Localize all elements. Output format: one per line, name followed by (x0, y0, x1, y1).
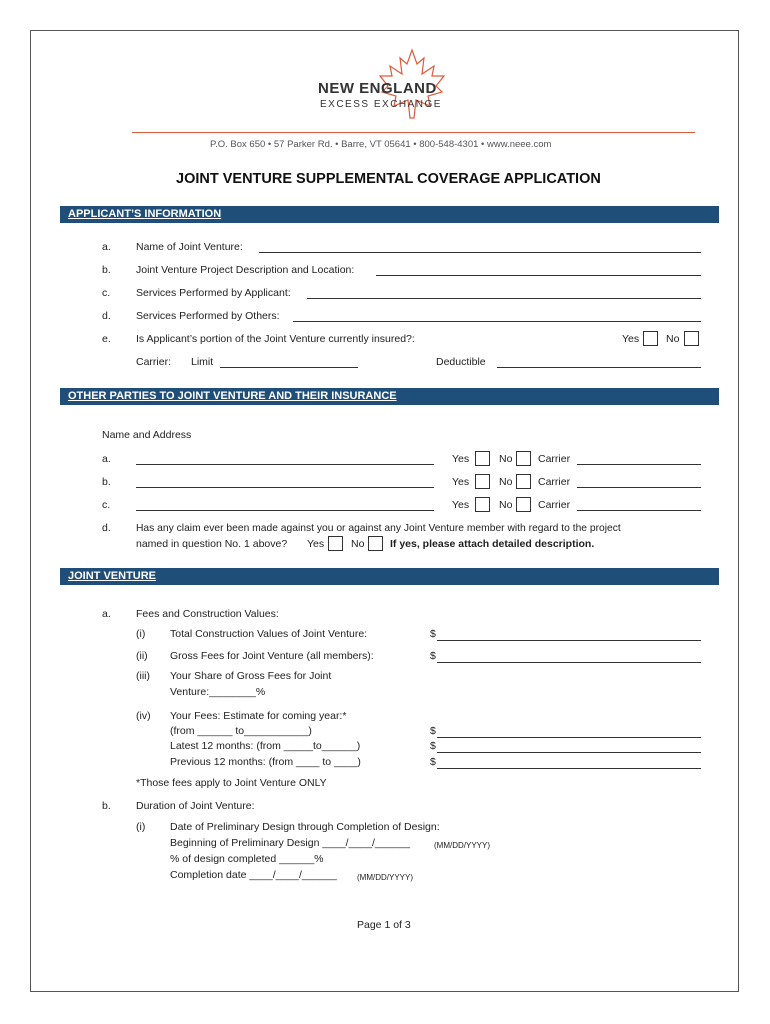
item-letter: e. (102, 333, 111, 345)
label-beginning-design: Beginning of Preliminary Design ____/____/______ (170, 837, 410, 849)
claim-question-text-2: named in question No. 1 above? (136, 538, 288, 550)
sub-item-number: (iii) (136, 670, 150, 682)
fees-note: *Those fees apply to Joint Venture ONLY (136, 777, 327, 789)
label-services-others: Services Performed by Others: (136, 310, 280, 322)
party-c-yes-checkbox[interactable] (475, 497, 490, 512)
label-carrier: Carrier (538, 499, 571, 511)
party-c-carrier-field[interactable] (577, 510, 701, 511)
label-carrier: Carrier: (136, 356, 172, 368)
party-b-no-checkbox[interactable] (516, 474, 531, 489)
label-design-completed: % of design completed ______% (170, 853, 324, 865)
section-header-applicant: APPLICANT’S INFORMATION (60, 206, 719, 223)
insured-no-checkbox[interactable] (684, 331, 699, 346)
label-no: No (499, 476, 513, 488)
item-letter: d. (102, 522, 111, 534)
dollar-sign: $ (430, 740, 436, 752)
dollar-sign: $ (430, 725, 436, 737)
dollar-sign: $ (430, 628, 436, 640)
label-design-dates: Date of Preliminary Design through Completion of Design: (170, 821, 440, 833)
label-no: No (499, 453, 513, 465)
item-letter: c. (102, 287, 111, 299)
item-letter: b. (102, 264, 111, 276)
label-yes: Yes (307, 538, 325, 550)
section-header-joint-venture: JOINT VENTURE (60, 568, 719, 585)
label-previous-12-months: Previous 12 months: (from ____ to ____) (170, 756, 361, 768)
row-letter: a. (102, 453, 111, 465)
logo-text-main: NEW ENGLAND (318, 80, 437, 97)
gross-fees-field[interactable] (437, 662, 701, 663)
label-limit: Limit (191, 356, 214, 368)
label-no: No (666, 333, 680, 345)
item-letter: b. (102, 800, 111, 812)
party-a-carrier-field[interactable] (577, 464, 701, 465)
insured-yes-checkbox[interactable] (643, 331, 658, 346)
sub-item-number: (iv) (136, 710, 151, 722)
label-services-applicant: Services Performed by Applicant: (136, 287, 291, 299)
header-divider (132, 132, 695, 133)
party-b-name-field[interactable] (136, 487, 434, 488)
row-letter: c. (102, 499, 111, 511)
label-your-fees: Your Fees: Estimate for coming year:* (170, 710, 347, 722)
dollar-sign: $ (430, 650, 436, 662)
party-b-carrier-field[interactable] (577, 487, 701, 488)
deductible-field[interactable] (497, 367, 701, 368)
coming-year-fees-field[interactable] (437, 737, 701, 738)
label-coming-year-range: (from ______ to___________) (170, 725, 312, 737)
party-a-name-field[interactable] (136, 464, 434, 465)
claim-question-text: Has any claim ever been made against you or against any Joint Venture member with regard to the project (136, 523, 621, 534)
header-address: P.O. Box 650 • 57 Parker Rd. • Barre, VT 05641 • 800-548-4301 • www.neee.com (210, 139, 552, 150)
label-total-construction: Total Construction Values of Joint Venture: (170, 628, 368, 640)
services-others-field[interactable] (293, 321, 701, 322)
label-project-description: Joint Venture Project Description and Location: (136, 264, 355, 276)
label-yes: Yes (452, 453, 470, 465)
label-currently-insured: Is Applicant’s portion of the Joint Venture currently insured?: (136, 333, 415, 345)
label-share-fees-2: Venture:________% (170, 686, 266, 698)
sub-item-number: (i) (136, 821, 146, 833)
sub-item-number: (ii) (136, 650, 148, 662)
date-format-hint: (MM/DD/YYYY) (357, 873, 413, 882)
joint-venture-name-field[interactable] (259, 252, 701, 253)
page-number: Page 1 of 3 (357, 919, 411, 931)
party-c-no-checkbox[interactable] (516, 497, 531, 512)
label-fees-values: Fees and Construction Values: (136, 608, 279, 620)
party-a-yes-checkbox[interactable] (475, 451, 490, 466)
page-title: JOINT VENTURE SUPPLEMENTAL COVERAGE APPLICATION (176, 171, 601, 187)
label-yes: Yes (452, 476, 470, 488)
label-joint-venture-name: Name of Joint Venture: (136, 241, 243, 253)
sub-item-number: (i) (136, 628, 146, 640)
latest-12-months-field[interactable] (437, 752, 701, 753)
section-header-other-parties: OTHER PARTIES TO JOINT VENTURE AND THEIR INSURANCE (60, 388, 719, 405)
label-gross-fees: Gross Fees for Joint Venture (all members): (170, 650, 374, 662)
limit-field[interactable] (220, 367, 358, 368)
logo-text-sub: EXCESS EXCHANGE (320, 99, 442, 110)
dollar-sign: $ (430, 756, 436, 768)
item-letter: d. (102, 310, 111, 322)
item-letter: a. (102, 608, 111, 620)
label-yes: Yes (452, 499, 470, 511)
label-yes: Yes (622, 333, 640, 345)
label-latest-12-months: Latest 12 months: (from _____to______) (170, 740, 361, 752)
label-no: No (351, 538, 365, 550)
claim-yes-checkbox[interactable] (328, 536, 343, 551)
item-letter: a. (102, 241, 111, 253)
services-applicant-field[interactable] (307, 298, 701, 299)
row-letter: b. (102, 476, 111, 488)
party-b-yes-checkbox[interactable] (475, 474, 490, 489)
label-duration: Duration of Joint Venture: (136, 800, 255, 812)
date-format-hint: (MM/DD/YYYY) (434, 841, 490, 850)
label-completion-date: Completion date ____/____/______ (170, 869, 337, 881)
label-carrier: Carrier (538, 476, 571, 488)
label-name-address: Name and Address (102, 429, 192, 441)
label-deductible: Deductible (436, 356, 486, 368)
label-share-fees: Your Share of Gross Fees for Joint (170, 670, 332, 682)
label-carrier: Carrier (538, 453, 571, 465)
party-c-name-field[interactable] (136, 510, 434, 511)
project-description-field[interactable] (376, 275, 701, 276)
label-no: No (499, 499, 513, 511)
total-construction-field[interactable] (437, 640, 701, 641)
party-a-no-checkbox[interactable] (516, 451, 531, 466)
attach-description-note: If yes, please attach detailed description. (390, 538, 595, 550)
previous-12-months-field[interactable] (437, 768, 701, 769)
claim-no-checkbox[interactable] (368, 536, 383, 551)
